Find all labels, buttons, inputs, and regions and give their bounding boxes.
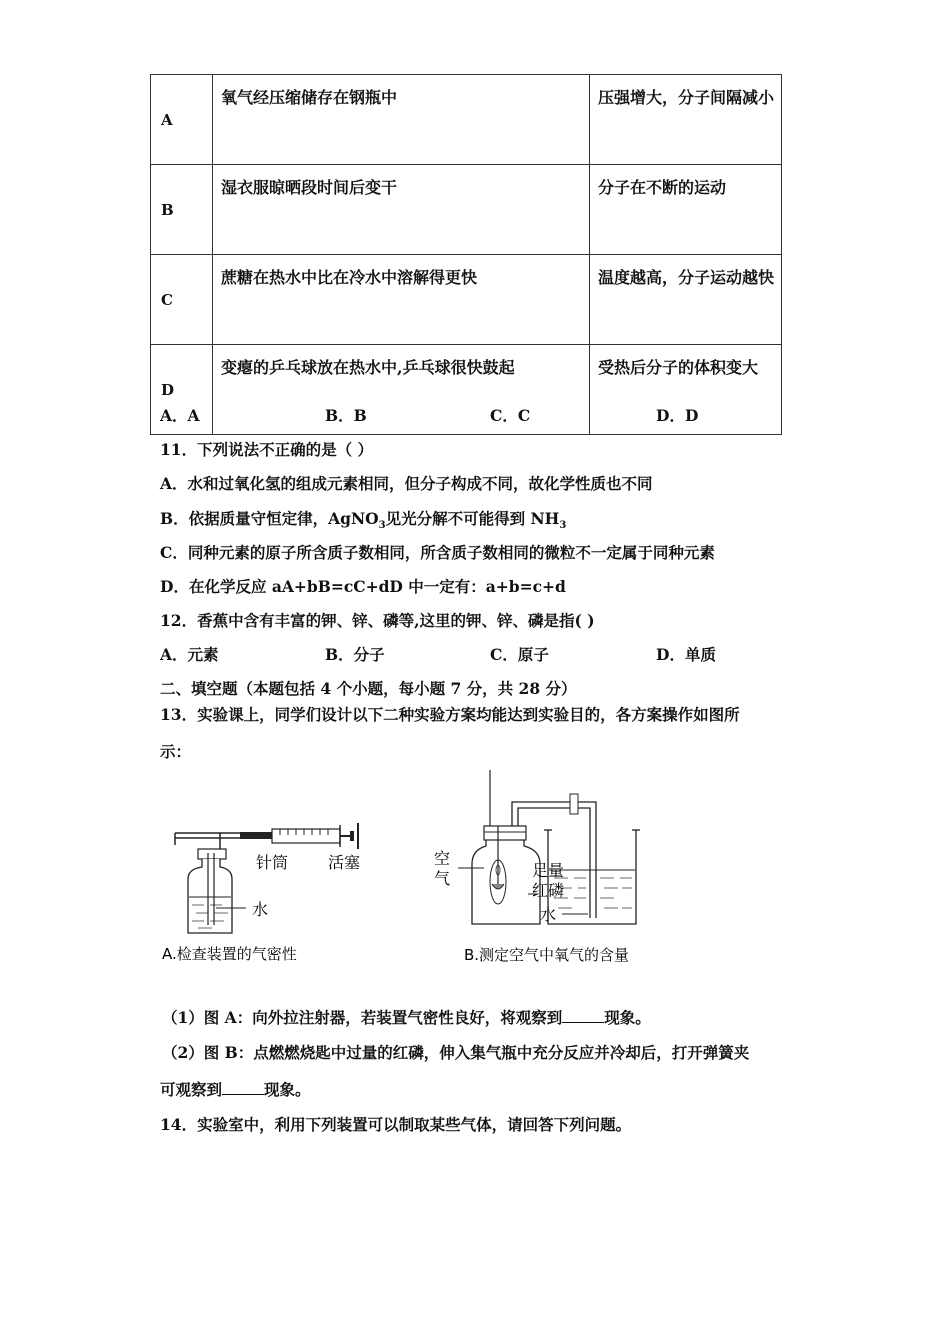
q11-b-sub: 3 — [378, 520, 386, 532]
label-excess: 足量 — [532, 861, 565, 880]
q13-part2-line1: （2）图 B：点燃燃烧匙中过量的红磷，伸入集气瓶中充分反应并冷却后，打开弹簧夹 — [162, 1043, 750, 1062]
q11-option-a[interactable]: A．水和过氧化氢的组成元素相同，但分子构成不同，故化学性质也不同 — [160, 474, 653, 493]
q11-stem: 11．下列说法不正确的是（ ） — [160, 440, 373, 459]
table-row — [151, 255, 782, 345]
figure-a — [160, 805, 380, 970]
q13-stem-line2: 示： — [160, 742, 192, 761]
figure-b — [428, 768, 668, 968]
q11-option-c[interactable]: C．同种元素的原子所含质子数相同，所含质子数相同的微粒不一定属于同种元素 — [160, 543, 715, 562]
needle-hub — [240, 832, 272, 839]
row-fact: 蔗糖在热水中比在冷水中溶解得更快 — [213, 255, 590, 345]
row-letter: C — [151, 255, 213, 345]
q11-option-d[interactable]: D．在化学反应 aA+bB=cC+dD 中一定有：a+b=c+d — [160, 577, 566, 596]
q10-choice-a[interactable]: A．A — [160, 406, 200, 425]
q12-choice-d[interactable]: D．单质 — [656, 645, 716, 664]
row-fact: 湿衣服晾晒段时间后变干 — [213, 165, 590, 255]
clamp-icon — [570, 794, 578, 814]
q11-b-sub2: 3 — [559, 520, 567, 532]
syringe-barrel — [272, 829, 340, 843]
table-row — [151, 75, 782, 165]
caption-a: A.检查装置的气密性 — [162, 945, 297, 963]
stopper — [484, 826, 526, 840]
q12-stem: 12．香蕉中含有丰富的钾、锌、磷等,这里的钾、锌、磷是指( ) — [160, 611, 595, 630]
q12-choice-b[interactable]: B．分子 — [325, 645, 385, 664]
q13-p1-end: 现象。 — [604, 1008, 651, 1027]
row-reason: 温度越高，分子运动越快 — [590, 255, 782, 345]
row-reason: 压强增大，分子间隔减小 — [590, 75, 782, 165]
section-heading: 二、填空题（本题包括 4 个小题，每小题 7 分，共 28 分） — [160, 679, 577, 698]
q13-part1 — [162, 1006, 651, 1028]
q13-p2-text: 可观察到 — [160, 1080, 223, 1099]
caption-b: B.测定空气中氧气的含量 — [464, 946, 630, 964]
wash-bottle — [188, 859, 232, 933]
label-phosphorus: 红磷 — [532, 881, 565, 900]
answer-blank[interactable] — [222, 1080, 264, 1095]
label-water: 水 — [252, 900, 269, 919]
q10-options-table — [150, 74, 782, 435]
q13-stem-line1: 13．实验课上，同学们设计以下二种实验方案均能达到实验目的，各方案操作如图所 — [160, 705, 740, 724]
label-plunger: 活塞 — [328, 853, 361, 872]
q14-stem: 14．实验室中，利用下列装置可以制取某些气体，请回答下列问题。 — [160, 1115, 632, 1134]
q11-b-text2: 见光分解不可能得到 NH — [385, 509, 560, 528]
row-fact: 变瘪的乒乓球放在热水中,乒乓球很快鼓起 — [213, 345, 590, 435]
table-row — [151, 165, 782, 255]
q13-p2-end: 现象。 — [264, 1080, 311, 1099]
row-reason: 受热后分子的体积变大 — [590, 345, 782, 435]
q10-choice-b[interactable]: B．B — [325, 406, 367, 425]
label-air-1: 空 — [434, 849, 451, 868]
q10-choice-c[interactable]: C．C — [490, 406, 531, 425]
label-air-2: 气 — [434, 869, 451, 888]
row-reason: 分子在不断的运动 — [590, 165, 782, 255]
q13-part2-line2 — [160, 1078, 311, 1100]
label-syringe: 针筒 — [256, 853, 289, 872]
row-fact: 氧气经压缩储存在钢瓶中 — [213, 75, 590, 165]
q12-choice-a[interactable]: A．元素 — [160, 645, 219, 664]
stopper — [198, 849, 226, 859]
row-letter: D — [151, 345, 213, 435]
q11-option-b[interactable] — [160, 507, 566, 531]
q13-p1-text: （1）图 A：向外拉注射器，若装置气密性良好，将观察到 — [162, 1008, 563, 1027]
answer-blank[interactable] — [562, 1008, 604, 1023]
q11-b-text: B．依据质量守恒定律，AgNO — [160, 509, 379, 528]
connector-tube — [512, 802, 578, 826]
row-letter: A — [151, 75, 213, 165]
q12-choice-c[interactable]: C．原子 — [490, 645, 549, 664]
label-water: 水 — [540, 905, 557, 924]
q10-choice-d[interactable]: D．D — [656, 406, 699, 425]
row-letter: B — [151, 165, 213, 255]
